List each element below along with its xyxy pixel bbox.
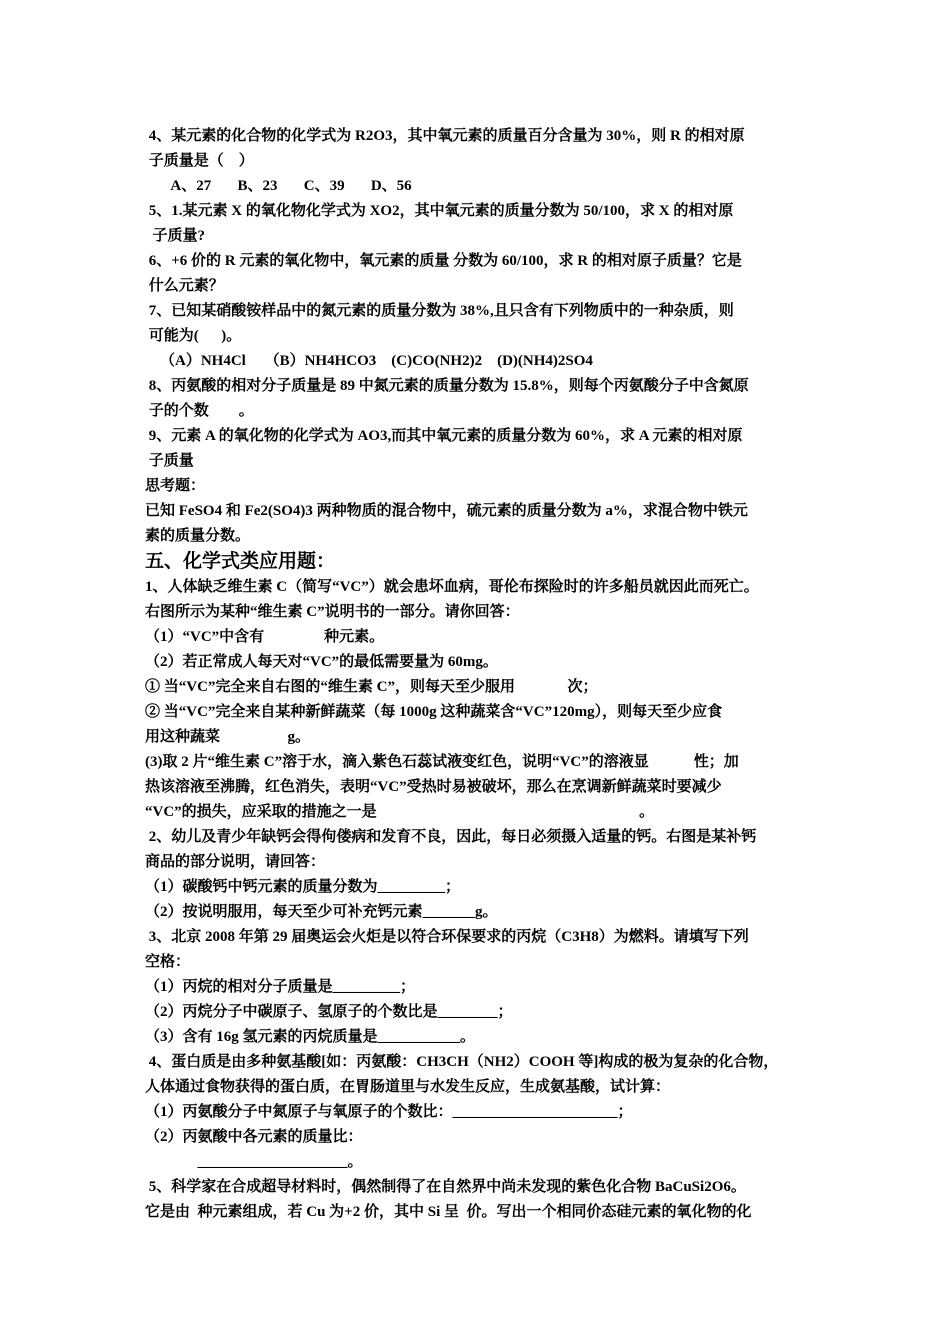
text-line: 它是由 种元素组成，若 Cu 为+2 价，其中 Si 呈 价。写出一个相同价态硅元素的氧化物的化 [145, 1204, 752, 1220]
text-line: 1、人体缺乏维生素 C（简写“VC”）就会患坏血病，哥伦布探险时的许多船员就因此而死亡。 [145, 579, 759, 595]
text-line: 2、幼儿及青少年缺钙会得佝偻病和发育不良，因此，每日必须摄入适量的钙。右图是某补钙 [145, 829, 757, 845]
text-line: （1）碳酸钙中钙元素的质量分数为_________； [145, 879, 461, 895]
text-line: 子的个数 。 [145, 403, 254, 419]
text-line: 3、北京 2008 年第 29 届奥运会火炬是以符合环保要求的丙烷（C3H8）为燃料。请填写下列 [145, 929, 749, 945]
section-heading: 五、化学式类应用题： [145, 550, 336, 572]
text-line: 7、已知某硝酸铵样品中的氮元素的质量分数为 38%,且只含有下列物质中的一种杂质，则 [145, 303, 734, 319]
document-page [145, 124, 815, 1225]
text-line: 商品的部分说明，请回答： [145, 854, 326, 870]
text-line: 已知 FeSO4 和 Fe2(SO4)3 两种物质的混合物中，硫元素的质量分数为 a%，求混合物中铁元 [145, 503, 748, 519]
text-line: A、27 B、23 C、39 D、56 [145, 178, 412, 194]
text-line: 素的质量分数。 [145, 528, 251, 544]
text-line: 什么元素？ [145, 278, 224, 294]
text-line: 思考题： [145, 478, 206, 494]
text-line: （3）含有 16g 氢元素的丙烷质量是___________。 [145, 1029, 476, 1045]
text-line: （2）按说明服用，每天至少可补充钙元素_______g。 [145, 904, 498, 920]
text-line: 子质量是（ ） [145, 153, 254, 169]
text-line: 可能为( )。 [145, 328, 242, 344]
text-line: 4、某元素的化合物的化学式为 R2O3，其中氧元素的质量百分含量为 30%，则 R 的相对原 [145, 128, 745, 144]
text-line: 用这种蔬菜 g。 [145, 729, 311, 745]
text-line: （1）丙氨酸分子中氮原子与氧原子的个数比：______________________； [145, 1104, 633, 1120]
text-line: 5、科学家在合成超导材料时，偶然制得了在自然界中尚未发现的紫色化合物 BaCuSi2O6。 [145, 1179, 746, 1195]
text-line: （2）丙烷分子中碳原子、氢原子的个数比是________； [145, 1004, 513, 1020]
text-line: 4、蛋白质是由多种氨基酸[如：丙氨酸：CH3CH（NH2）COOH 等]构成的极为复杂的化合物， [145, 1054, 779, 1070]
text-line: 8、丙氨酸的相对分子质量是 89 中氮元素的质量分数为 15.8%，则每个丙氨酸分子中含氮原 [145, 378, 749, 394]
text-line: “VC”的损失，应采取的措施之一是 。 [145, 804, 655, 820]
text-line: (3)取 2 片“维生素 C”溶于水，滴入紫色石蕊试液变红色，说明“VC”的溶液显 性；加 [145, 754, 739, 770]
text-line: （2）丙氨酸中各元素的质量比： [145, 1129, 363, 1145]
text-line: 9、元素 A 的氧化物的化学式为 AO3,而其中氧元素的质量分数为 60%，求 A 元素的相对原 [145, 428, 743, 444]
text-line: ____________________。 [145, 1154, 363, 1170]
text-line: ① 当“VC”完全来自右图的“维生素 C”，则每天至少服用 次； [145, 679, 598, 695]
text-line: 子质量? [145, 228, 206, 244]
text-line: （2）若正常成人每天对“VC”的最低需要量为 60mg。 [145, 654, 498, 670]
text-line: 热该溶液至沸腾，红色消失，表明“VC”受热时易被破坏，那么在烹调新鲜蔬菜时要减少 [145, 779, 722, 795]
text-line: 6、+6 价的 R 元素的氧化物中，氧元素的质量 分数为 60/100，求 R 的相对原子质量？它是 [145, 253, 742, 269]
text-line: （1）“VC”中含有 种元素。 [145, 629, 385, 645]
text-line: 人体通过食物获得的蛋白质，在胃肠道里与水发生反应，生成氨基酸，试计算： [145, 1079, 671, 1095]
text-line: 子质量 [145, 453, 194, 469]
text-line: ② 当“VC”完全来自某种新鲜蔬菜（每 1000g 这种蔬菜含“VC”120mg），则每天至少应食 [145, 704, 723, 720]
text-line: （A）NH4Cl （B）NH4HCO3 (C)CO(NH2)2 (D)(NH4)2SO4 [145, 353, 593, 369]
text-line: 5、1.某元素 X 的氧化物化学式为 XO2，其中氧元素的质量分数为 50/100，求 X 的相对原 [145, 203, 734, 219]
text-line: 右图所示为某种“维生素 C”说明书的一部分。请你回答： [145, 604, 520, 620]
text-line: （1）丙烷的相对分子质量是_________； [145, 979, 416, 995]
text-line: 空格： [145, 954, 191, 970]
